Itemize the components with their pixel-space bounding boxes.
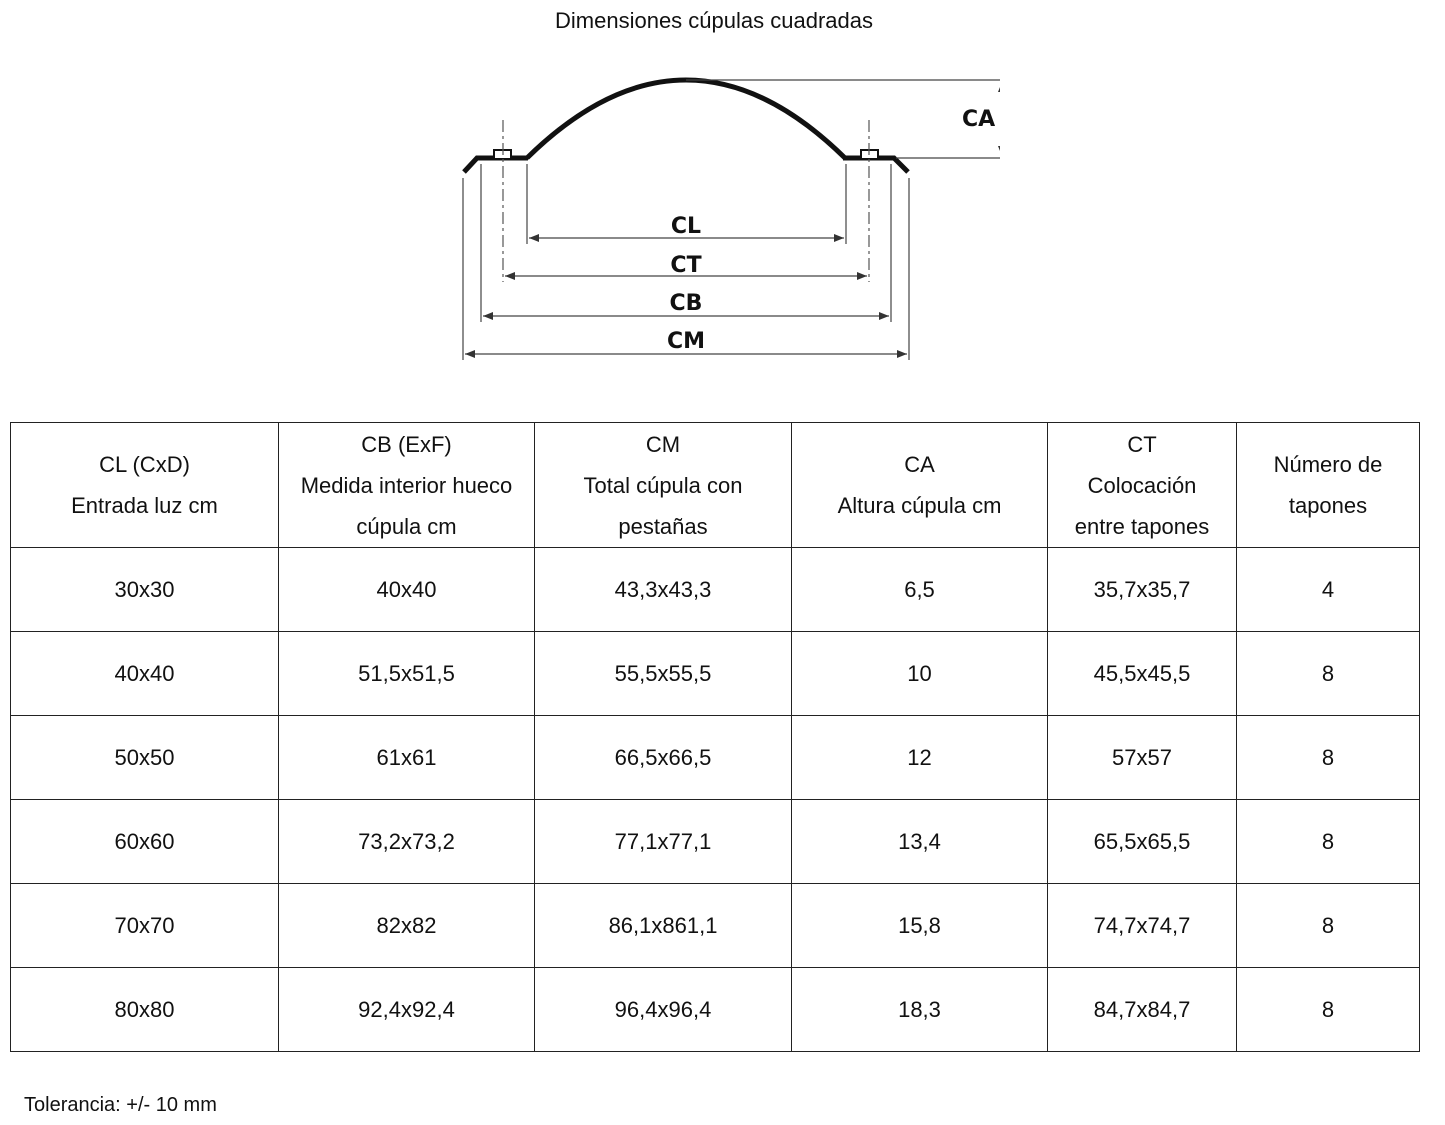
table-cell: 40x40 <box>11 632 279 716</box>
header-cm: CM Total cúpula con pestañas <box>535 423 792 548</box>
header-ct: CT Colocación entre tapones <box>1048 423 1237 548</box>
left-flange <box>464 158 528 172</box>
table-cell: 57x57 <box>1048 716 1237 800</box>
ct-label: CT <box>670 253 702 278</box>
header-ca: CA Altura cúpula cm <box>792 423 1048 548</box>
table-cell: 18,3 <box>792 968 1048 1052</box>
table-cell: 50x50 <box>11 716 279 800</box>
table-row <box>11 800 1420 884</box>
table-cell: 61x61 <box>279 716 535 800</box>
header-plug-count: Número de tapones <box>1237 423 1420 548</box>
table-cell: 60x60 <box>11 800 279 884</box>
table-cell: 73,2x73,2 <box>279 800 535 884</box>
table-cell: 6,5 <box>792 548 1048 632</box>
table-cell: 10 <box>792 632 1048 716</box>
table-cell: 86,1x861,1 <box>535 884 792 968</box>
table-row <box>11 632 1420 716</box>
table-cell: 8 <box>1237 800 1420 884</box>
table-cell: 4 <box>1237 548 1420 632</box>
table-cell: 66,5x66,5 <box>535 716 792 800</box>
table-cell: 8 <box>1237 716 1420 800</box>
right-flange <box>843 158 908 172</box>
table-cell: 51,5x51,5 <box>279 632 535 716</box>
cm-label: CM <box>666 329 706 354</box>
table-row <box>11 716 1420 800</box>
table-cell: 82x82 <box>279 884 535 968</box>
table-cell: 12 <box>792 716 1048 800</box>
cb-label: CB <box>669 291 703 316</box>
table-cell: 35,7x35,7 <box>1048 548 1237 632</box>
table-cell: 45,5x45,5 <box>1048 632 1237 716</box>
header-cb: CB (ExF) Medida interior hueco cúpula cm <box>279 423 535 548</box>
table-cell: 8 <box>1237 968 1420 1052</box>
table-cell: 40x40 <box>279 548 535 632</box>
table-row <box>11 968 1420 1052</box>
table-cell: 55,5x55,5 <box>535 632 792 716</box>
table-cell: 70x70 <box>11 884 279 968</box>
dome-dimension-diagram <box>440 60 1000 370</box>
table-cell: 92,4x92,4 <box>279 968 535 1052</box>
table-row <box>11 548 1420 632</box>
table-cell: 84,7x84,7 <box>1048 968 1237 1052</box>
ca-label: CA <box>962 107 996 132</box>
table-cell: 13,4 <box>792 800 1048 884</box>
table-cell: 96,4x96,4 <box>535 968 792 1052</box>
table-cell: 74,7x74,7 <box>1048 884 1237 968</box>
page-title: Dimensiones cúpulas cuadradas <box>555 8 873 33</box>
tolerance-note: Tolerancia: +/- 10 mm <box>24 1094 217 1116</box>
cl-label: CL <box>670 214 702 239</box>
table-cell: 8 <box>1237 884 1420 968</box>
table-row <box>11 884 1420 968</box>
table-header-row <box>11 423 1420 548</box>
table-cell: 65,5x65,5 <box>1048 800 1237 884</box>
table-cell: 30x30 <box>11 548 279 632</box>
dome-diagram-svg <box>440 60 1000 370</box>
table-cell: 77,1x77,1 <box>535 800 792 884</box>
header-cl: CL (CxD) Entrada luz cm <box>11 423 279 548</box>
dome-arc <box>527 80 845 158</box>
table-cell: 8 <box>1237 632 1420 716</box>
dimensions-table <box>10 422 1420 1052</box>
table-cell: 43,3x43,3 <box>535 548 792 632</box>
table-cell: 80x80 <box>11 968 279 1052</box>
table-cell: 15,8 <box>792 884 1048 968</box>
